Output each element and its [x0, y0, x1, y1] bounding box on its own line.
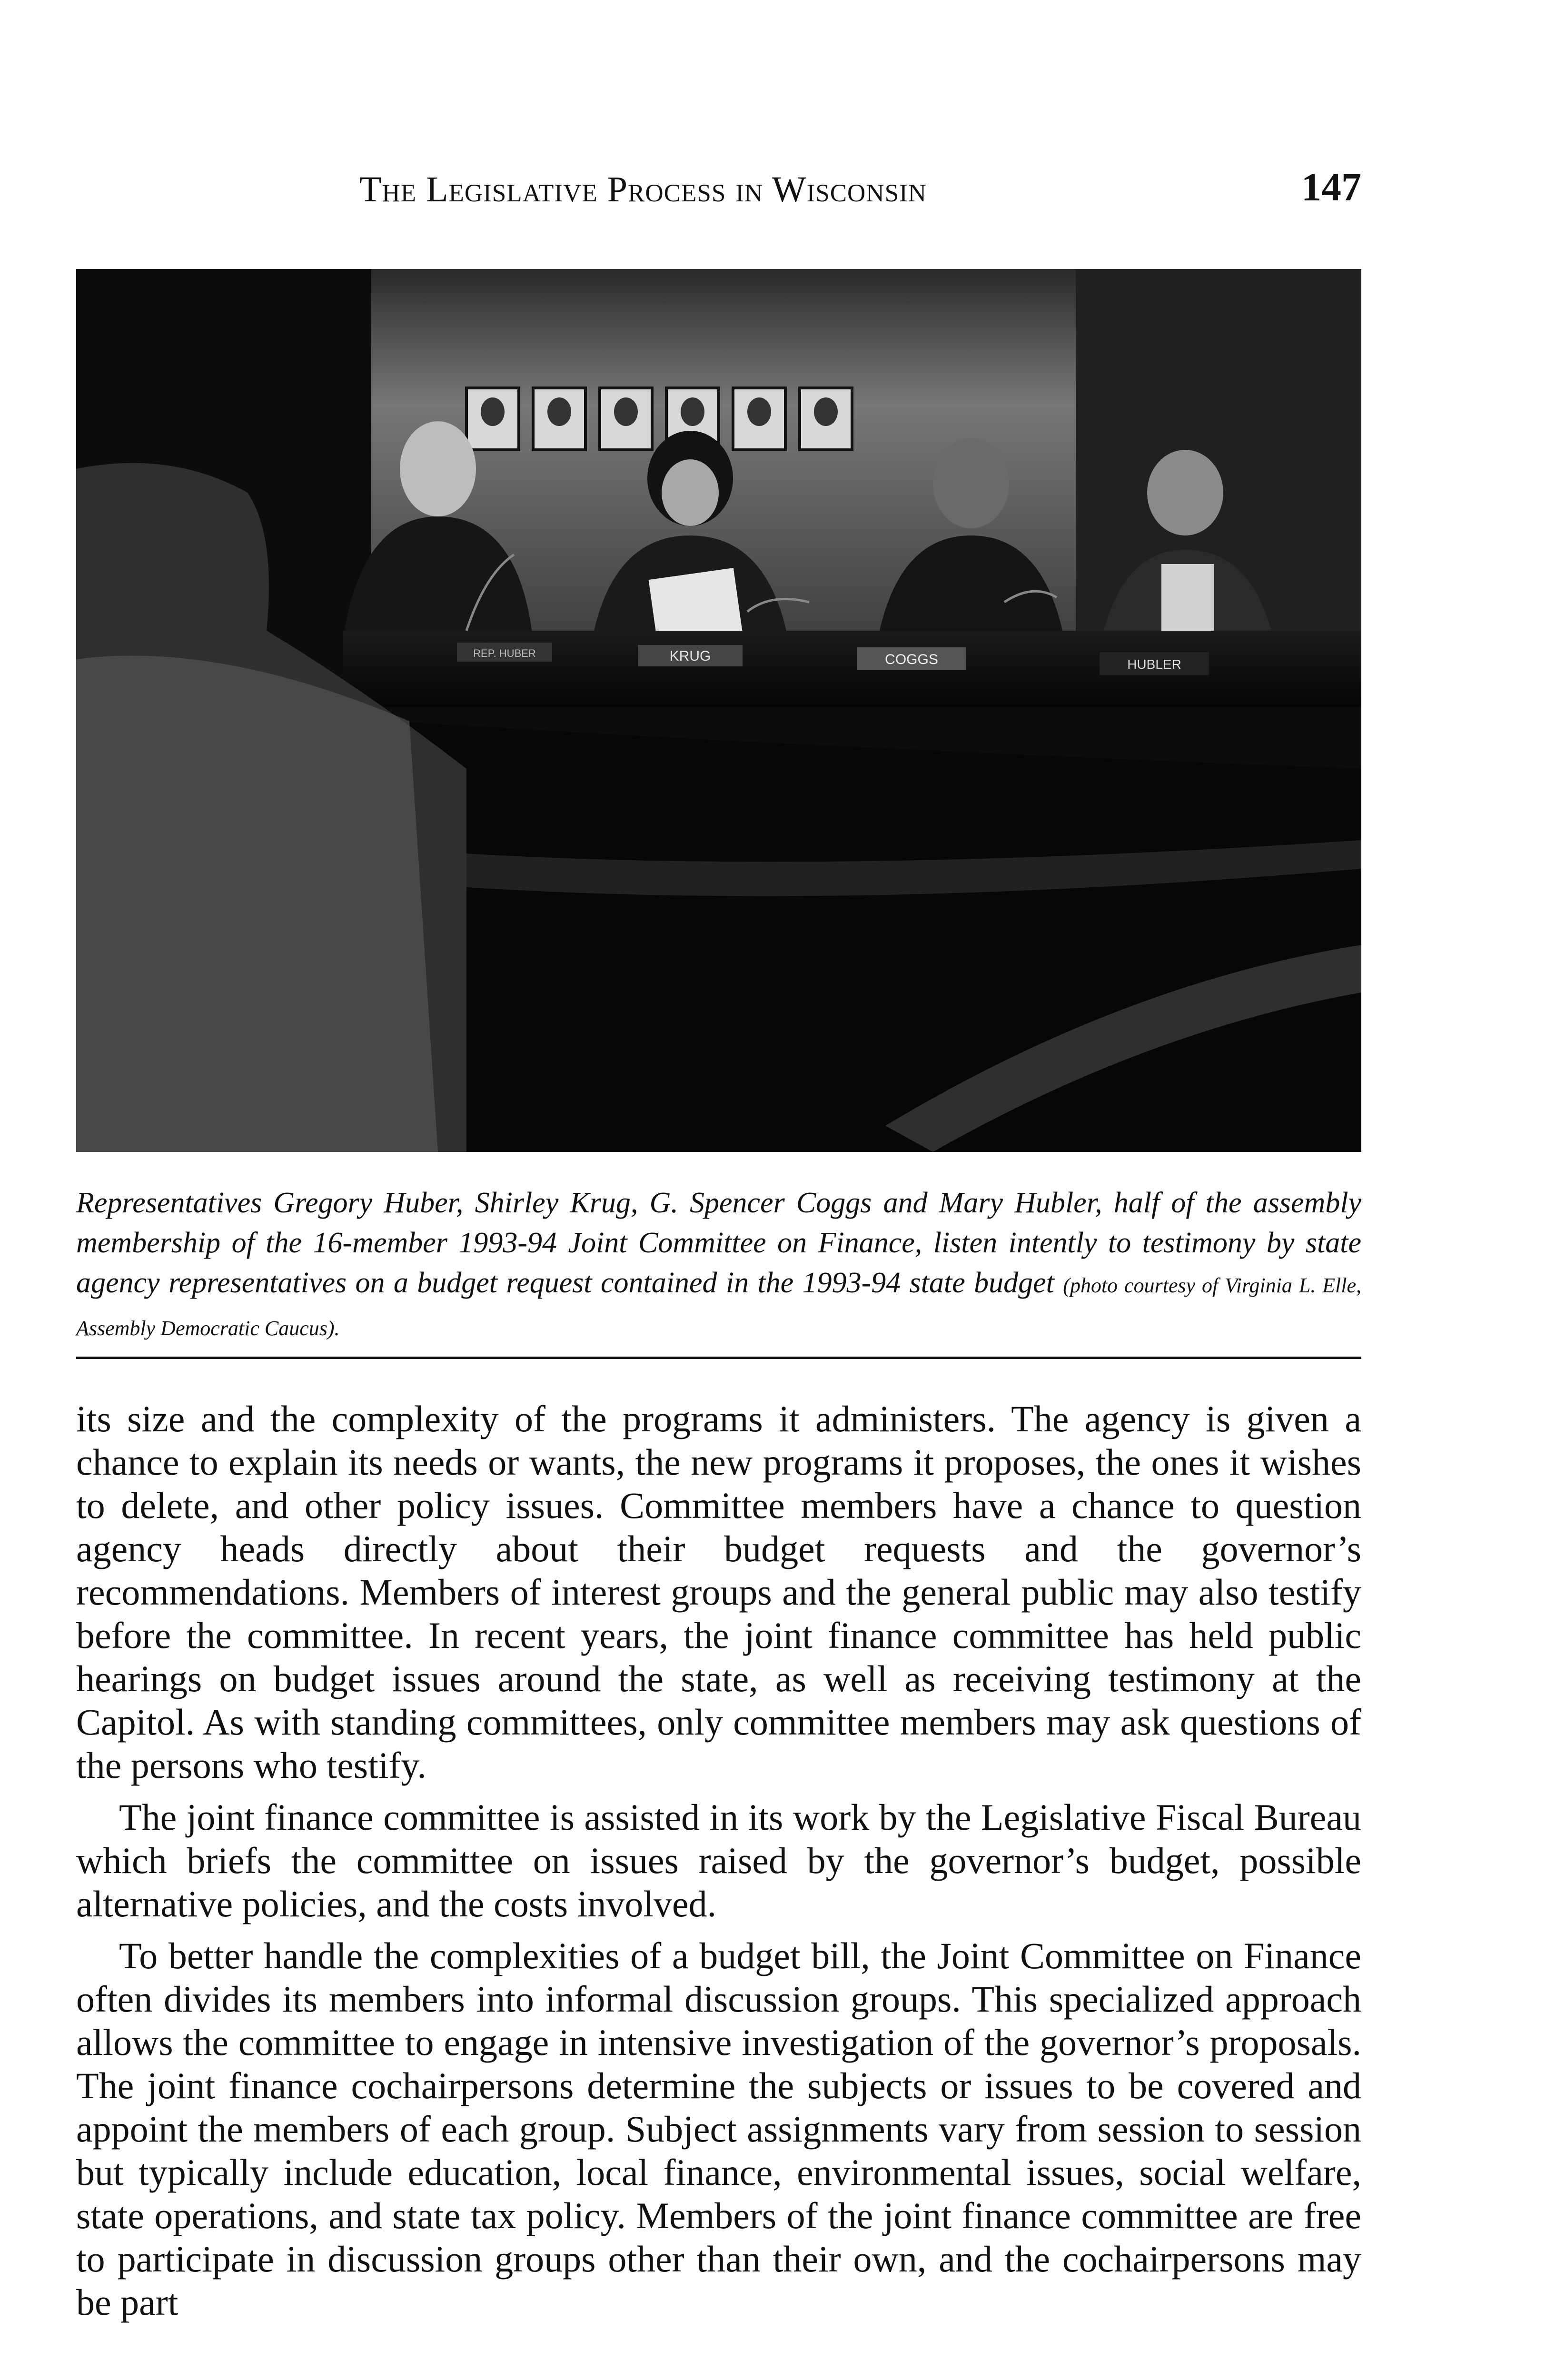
caption-credit: (photo courtesy of Virginia L. Elle, Assembly Democratic Caucus).: [76, 1274, 1361, 1340]
committee-photo-illustration: [76, 269, 1361, 1152]
running-head: [76, 164, 1361, 221]
nameplate-huber: REP. HUBER: [473, 647, 536, 659]
caption-text: Representatives Gregory Huber, Shirley Krug, G. Spencer Coggs and Mary Hubler, half of the assembly membership of the 16-member 1993-94 Joint Committee on Finance, listen intently to testimony by state agency representatives on a budget request contained in the 1993-94 state budget: [76, 1187, 1361, 1299]
photo-caption: [76, 1183, 1361, 1349]
paragraph-1: its size and the complexity of the programs it administers. The agency is given a chance to explain its needs or wants, the new programs it proposes, the ones it wishes to delete, and other policy issues. Committee members have a chance to question agency heads directly about their budget requests and the governor’s recommendations. Members of interest groups and the general public may also testify before the committee. In recent years, the joint finance committee has held public hearings on budget issues around the state, as well as receiving testimony at the Capitol. As with standing committees, only committee members may ask questions of the persons who testify.: [76, 1398, 1361, 1786]
paragraph-2: The joint finance committee is assisted in its work by the Legislative Fiscal Bureau which briefs the committee on issues raised by the governor’s budget, possible alternative policies, and the costs involved.: [76, 1796, 1361, 1924]
nameplate-coggs: COGGS: [885, 652, 938, 667]
running-title: The Legislative Process in Wisconsin: [359, 169, 927, 209]
committee-photo: [76, 269, 1361, 1152]
page-number: 147: [1301, 165, 1361, 209]
body-text: [76, 1397, 1361, 2332]
nameplate-krug: KRUG: [669, 648, 711, 664]
caption-divider: [76, 1357, 1361, 1359]
paragraph-3: To better handle the complexities of a budget bill, the Joint Committee on Finance often divides its members into informal discussion groups. This specialized approach allows the committee to engage in intensive investigation of the governor’s proposals. The joint finance cochairpersons determine the subjects or issues to be covered and appoint the members of each group. Subject assignments vary from session to session but typically include education, local finance, environmental issues, social welfare, state operations, and state tax policy. Members of the joint finance committee are free to participate in discussion groups other than their own, and the cochairpersons may be part: [76, 1935, 1361, 2323]
nameplate-hubler: HUBLER: [1127, 657, 1181, 672]
